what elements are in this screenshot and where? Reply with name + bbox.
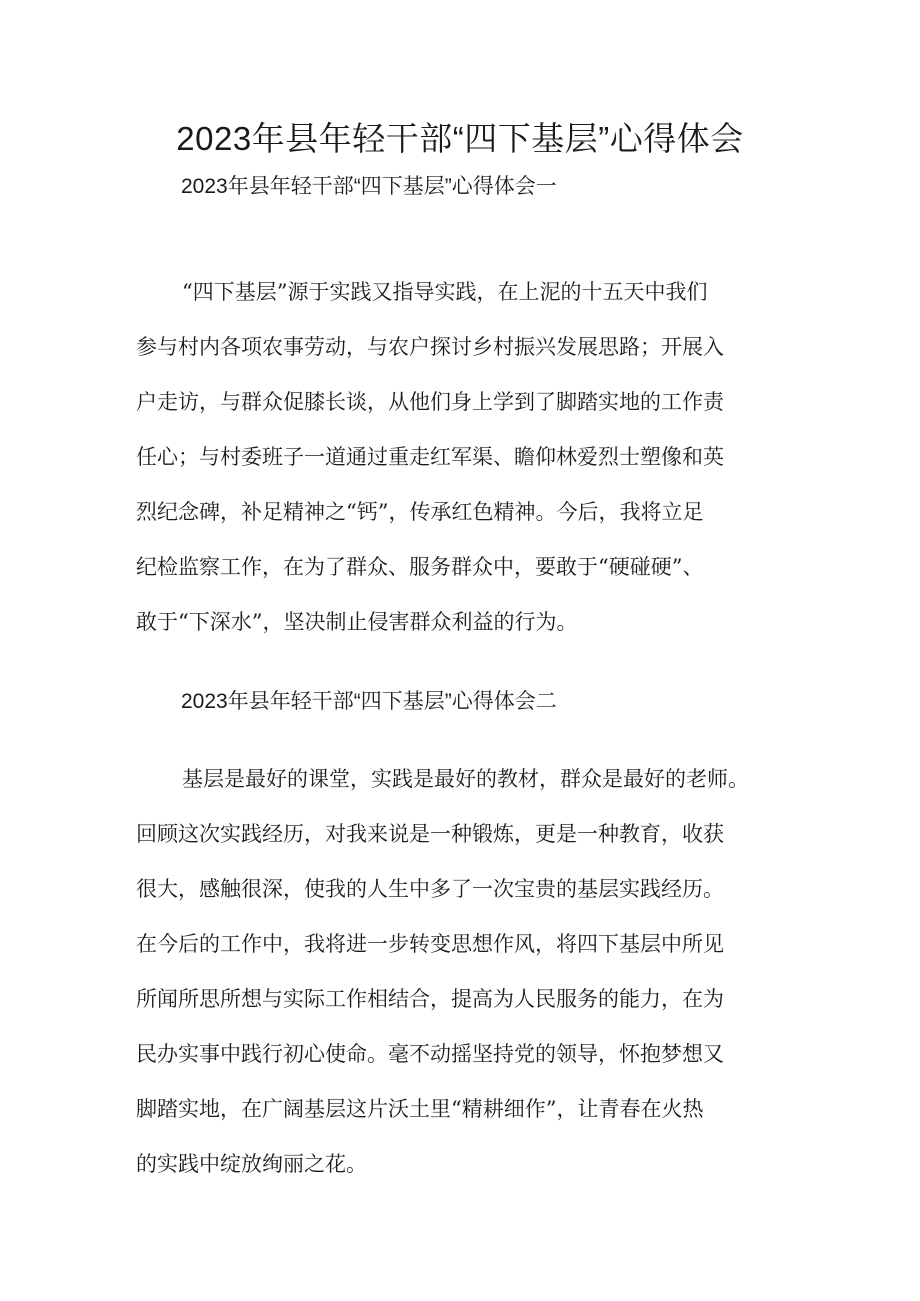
- paragraph-line: 烈纪念碑，补足精神之“钙”，传承红色精神。今后，我将立足: [136, 500, 704, 524]
- paragraph-line: 基层是最好的课堂，实践是最好的教材，群众是最好的老师。: [182, 767, 749, 791]
- paragraph-line: “四下基层”源于实践又指导实践，在上泥的十五天中我们: [182, 280, 708, 304]
- paragraph-line: 在今后的工作中，我将进一步转变思想作风，将四下基层中所见: [136, 932, 724, 956]
- paragraph-line: 脚踏实地，在广阔基层这片沃土里“精耕细作”，让青春在火热: [136, 1097, 704, 1121]
- section-2-paragraph: [136, 752, 816, 1192]
- document-title: 2023年县年轻干部“四下基层”心得体会: [176, 120, 744, 157]
- paragraph-line: 的实践中绽放绚丽之花。: [136, 1152, 367, 1176]
- paragraph-line: 回顾这次实践经历，对我来说是一种锻炼，更是一种教育，收获: [136, 822, 724, 846]
- paragraph-line: 敢于“下深水”，坚决制止侵害群众利益的行为。: [136, 610, 578, 634]
- section-1-paragraph: [136, 265, 816, 650]
- paragraph-line: 参与村内各项农事劳动，与农户探讨乡村振兴发展思路；开展入: [136, 335, 724, 359]
- paragraph-line: 纪检监察工作，在为了群众、服务群众中，要敢于“硬碰硬”、: [136, 555, 704, 579]
- paragraph-line: 民办实事中践行初心使命。毫不动摇坚持党的领导，怀抱梦想又: [136, 1042, 724, 1066]
- paragraph-line: 所闻所思所想与实际工作相结合，提高为人民服务的能力，在为: [136, 987, 724, 1011]
- paragraph-line: 户走访，与群众促膝长谈，从他们身上学到了脚踏实地的工作责: [136, 390, 724, 414]
- section-2-heading: 2023年县年轻干部“四下基层”心得体会二: [181, 690, 557, 713]
- paragraph-line: 很大，感触很深，使我的人生中多了一次宝贵的基层实践经历。: [136, 877, 724, 901]
- section-1-heading: 2023年县年轻干部“四下基层”心得体会一: [181, 175, 557, 198]
- paragraph-line: 任心；与村委班子一道通过重走红军渠、瞻仰林爱烈士塑像和英: [136, 445, 724, 469]
